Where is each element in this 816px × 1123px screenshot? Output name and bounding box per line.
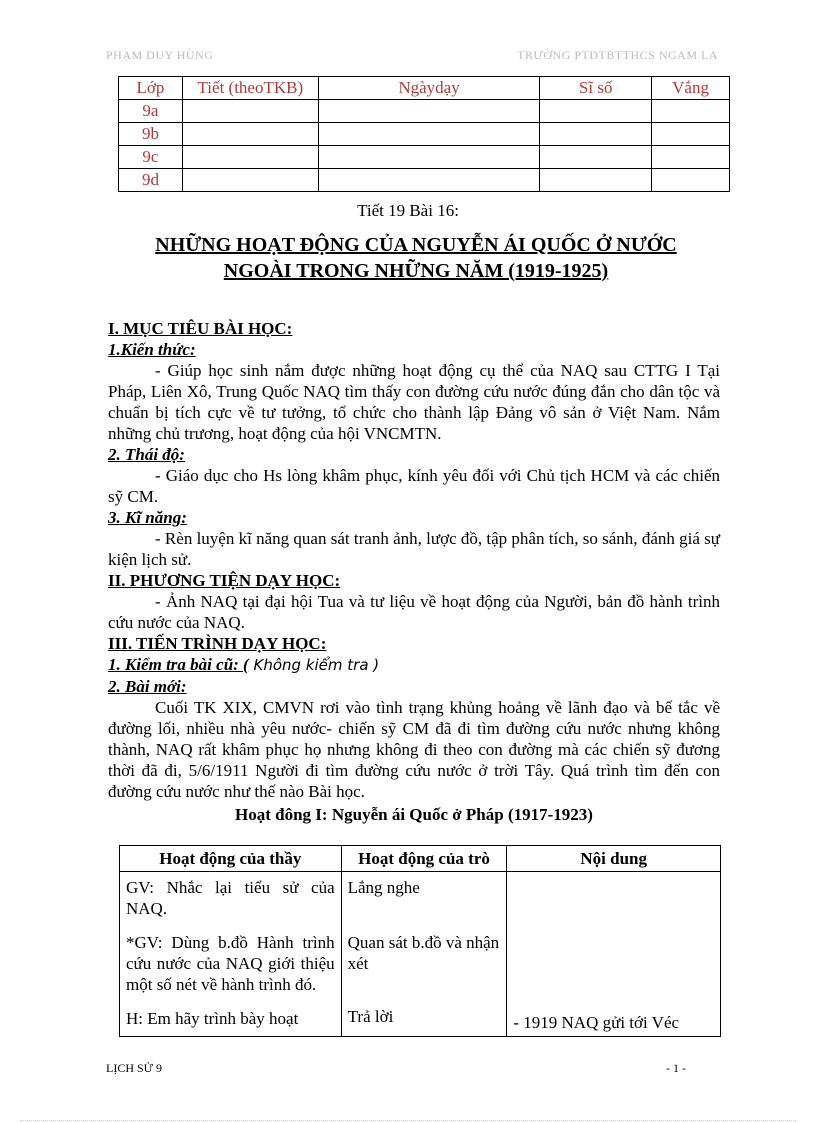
activity-header-cell: Hoạt động của trò [341,846,507,872]
paragraph: - Ảnh NAQ tại đại hội Tua và tư liệu về hoạt động của Người, bản đồ hành trình cứu nước của NAQ. [108,592,720,632]
subsection-heading: 2. Thái độ: [108,445,185,464]
page-number: - 1 - [666,1061,686,1075]
paragraph: - Giáo dục cho Hs lòng khâm phục, kính yêu đối với Chủ tịch HCM và các chiến sỹ CM. [108,466,720,506]
section-heading: II. PHƯƠNG TIỆN DẠY HỌC: [108,571,341,590]
page-divider [20,1120,796,1121]
subsection-heading: 3. Kĩ năng: [108,508,187,527]
page-footer [106,1061,686,1076]
class-cell: 9d [119,169,183,192]
activity-header-cell: Nội dung [507,846,721,872]
class-schedule-table [118,76,730,192]
activity-header-cell: Hoạt động của thầy [120,846,342,872]
subsection-heading: 2. Bài mới: [108,677,187,696]
paragraph: - Giúp học sinh nắm được những hoạt động cụ thể của NAQ sau CTTG I Tại Pháp, Liên Xô, Trung Quốc NAQ tìm thấy con đường cứu nước đúng đắn cho dân tộc và chuẩn bị tích cực về tư tưởng, tổ chức cho thành lập Đảng vô sản ở Việt Nam. Nắm những chủ trương, hoạt động của hội VNCMTN. [108,361,720,443]
schedule-header-cell: Ngàydạy [318,77,540,100]
title-line: NHỮNG HOẠT ĐỘNG CỦA NGUYỄN ÁI QUỐC Ở NƯỚC [155,234,677,256]
teacher-cell: H: Em hãy trình bày hoạt [120,998,342,1037]
activity-row [120,998,721,1037]
title-line: NGOÀI TRONG NHỮNG NĂM (1919-1925) [223,260,609,282]
header-school: TRƯỜNG PTDTBTTHCS NGAM LA [517,48,718,62]
subsection-heading: 1.Kiến thức: [108,340,196,359]
schedule-header-cell: Lớp [119,77,183,100]
content-cell [507,922,721,998]
student-cell: Quan sát b.đồ và nhận xét [341,922,507,998]
content-cell: - 1919 NAQ gửi tới Véc [507,998,721,1037]
paragraph: Cuối TK XIX, CMVN rơi vào tình trạng khủng hoảng về lãnh đạo và bế tắc về đường lối, nhiều nhà yêu nước- chiến sỹ CM đã đi tìm đường cứu nước nhưng không thành, NAQ rất khâm phục họ nhưng không đi theo con đường mà các chiến sỹ đương thời đã đi, 5/6/1911 Người đi tìm đường cứu nước ở trời Tây. Quá trình tìm đến con đường cứu nước như thế nào Bài học. [108,698,720,801]
lesson-title [100,232,732,284]
activity-title: Hoạt đông I: Nguyễn ái Quốc ở Pháp (1917-1923) [235,805,593,824]
schedule-header-cell: Tiết (theoTKB) [182,77,318,100]
activity-header-row [120,846,721,872]
teacher-cell: *GV: Dùng b.đồ Hành trình cứu nước của NAQ giới thiệu một số nét về hành trình đó. [120,922,342,998]
schedule-row [119,169,730,192]
paragraph: - Rèn luyện kĩ năng quan sát tranh ảnh, lược đồ, tập phân tích, so sánh, đánh giá sự kiện lịch sử. [108,529,720,569]
content-cell [507,872,721,923]
schedule-row [119,100,730,123]
section-heading: I. MỤC TIÊU BÀI HỌC: [108,319,293,338]
check-line [108,654,720,676]
header-author: PHẠM DUY HÙNG [106,48,214,62]
activity-row [120,922,721,998]
schedule-row [119,146,730,169]
class-cell: 9b [119,123,183,146]
lesson-number: Tiết 19 Bài 16: [357,201,459,220]
page-header [106,48,718,66]
class-cell: 9a [119,100,183,123]
schedule-row [119,123,730,146]
schedule-header-cell: Vắng [652,77,730,100]
lesson-body [108,318,720,825]
subsection-heading: 1. Kiểm tra bài cũ: ( [108,655,249,674]
student-cell: Trả lời [341,998,507,1037]
schedule-header-cell: Sĩ số [540,77,652,100]
section-heading: III. TIẾN TRÌNH DẠY HỌC: [108,634,327,653]
student-cell: Lắng nghe [341,872,507,923]
footer-subject: LỊCH SỬ 9 [106,1061,162,1075]
check-note: Không kiểm tra ) [248,656,380,674]
activity-row [120,872,721,923]
activity-table [119,845,721,1037]
teacher-cell: GV: Nhắc lại tiểu sử của NAQ. [120,872,342,923]
class-cell: 9c [119,146,183,169]
schedule-header-row [119,77,730,100]
